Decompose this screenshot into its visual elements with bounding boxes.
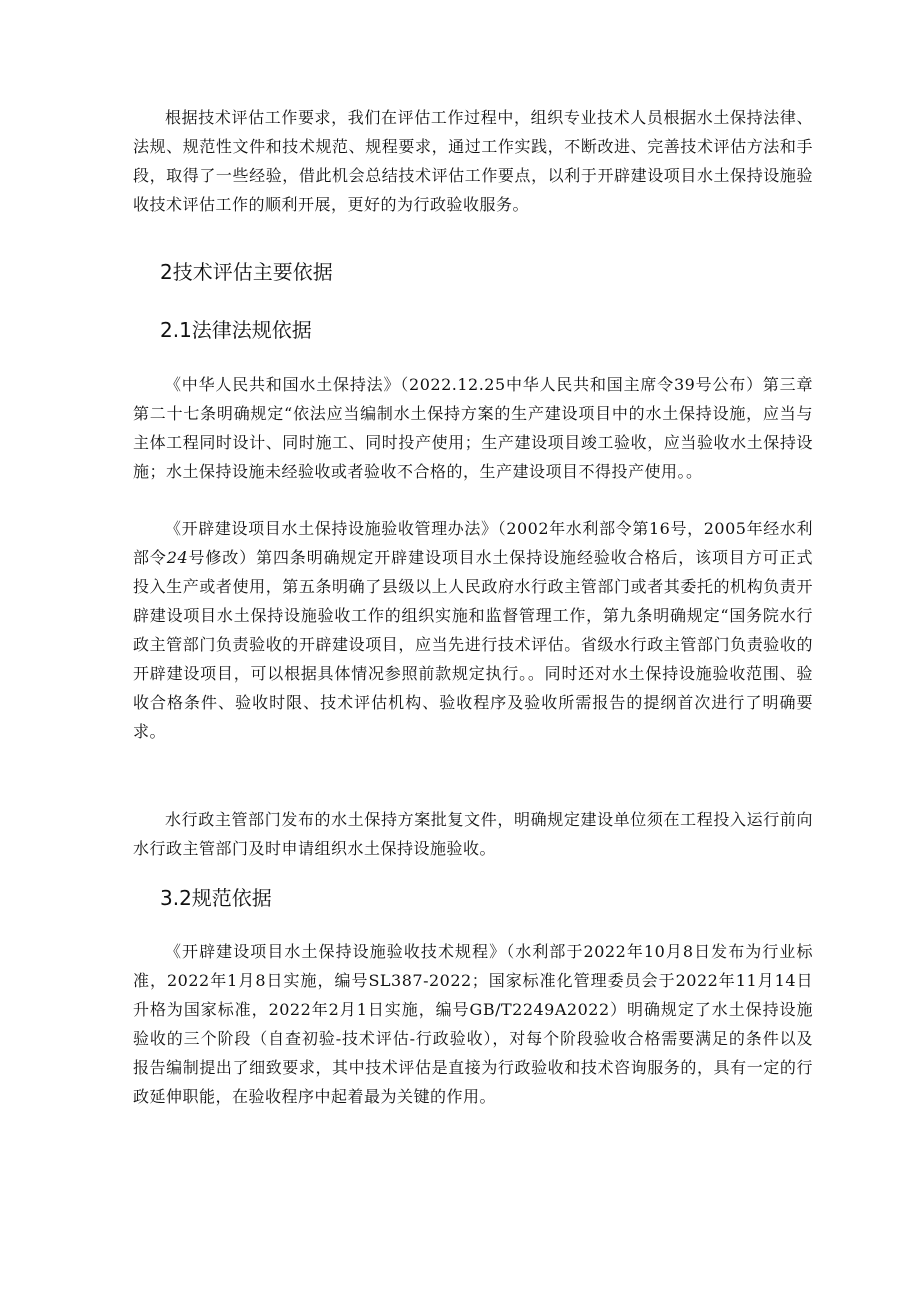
standard-paragraph: 《开辟建设项目水土保持设施验收技术规程》（水利部于2022年10月8日发布为行业标准，2022年1月8日实施，编号SL387-2022；国家标准化管理委员会于2022年11月14日升格为国家标准，2022年2月1日实施，编号GB/T2249A2022）明确规定了水土保持设施验收的三个阶段（自查初验-技术评估-行政验收），对每个阶段验收合格需要满足的条件以及报告编制提出了细致要求，其中技术评估是直接为行政验收和技术咨询服务的，具有一定的行政延伸职能，在验收程序中起着最为关键的作用。 [133, 942, 813, 1106]
law-paragraph: 《中华人民共和国水土保持法》（2022.12.25中华人民共和国主席令39号公布）第三章第二十七条明确规定“依法应当编制水土保持方案的生产建设项目中的水土保持设施，应当与主体工程同时设计、同时施工、同时投产使用；生产建设项目竣工验收，应当验收水土保持设施；水土保持设施未经验收或者验收不合格的，生产建设项目不得投产使用。。 [133, 375, 813, 481]
section-heading-3-2: 3.2规范依据 [160, 886, 272, 910]
measures-paragraph [133, 514, 813, 746]
approval-paragraph: 水行政主管部门发布的水土保持方案批复文件，明确规定建设单位须在工程投入运行前向水行政主管部门及时申请组织水土保持设施验收。 [133, 810, 813, 858]
measures-order-number: 24 [166, 548, 189, 567]
section-heading-2-1: 2.1法律法规依据 [160, 318, 312, 342]
measures-text-b: 号修改）第四条明确规定开辟建设项目水土保持设施经验收合格后，该项目方可正式投入生产或者使用，第五条明确了县级以上人民政府水行政主管部门或者其委托的机构负责开辟建设项目水土保持设施验收工作的组织实施和监督管理工作，第九条明确规定“国务院水行政主管部门负责验收的开辟建设项目，应当先进行技术评估。省级水行政主管部门负责验收的开辟建设项目，可以根据具体情况参照前款规定执行。。同时还对水土保持设施验收范围、验收合格条件、验收时限、技术评估机构、验收程序及验收所需报告的提纲首次进行了明确要求。 [133, 548, 813, 741]
section-heading-2: 2技术评估主要依据 [160, 260, 333, 284]
intro-paragraph: 根据技术评估工作要求，我们在评估工作过程中，组织专业技术人员根据水土保持法律、法规、规范性文件和技术规范、规程要求，通过工作实践，不断改进、完善技术评估方法和手段，取得了一些经验，借此机会总结技术评估工作要点，以利于开辟建设项目水土保持设施验收技术评估工作的顺利开展，更好的为行政验收服务。 [133, 108, 813, 214]
measures-text-a: 《开辟建设项目水土保持设施验收管理办法》（2002年水利部令第16号，2005年经水利部令 [133, 519, 813, 567]
